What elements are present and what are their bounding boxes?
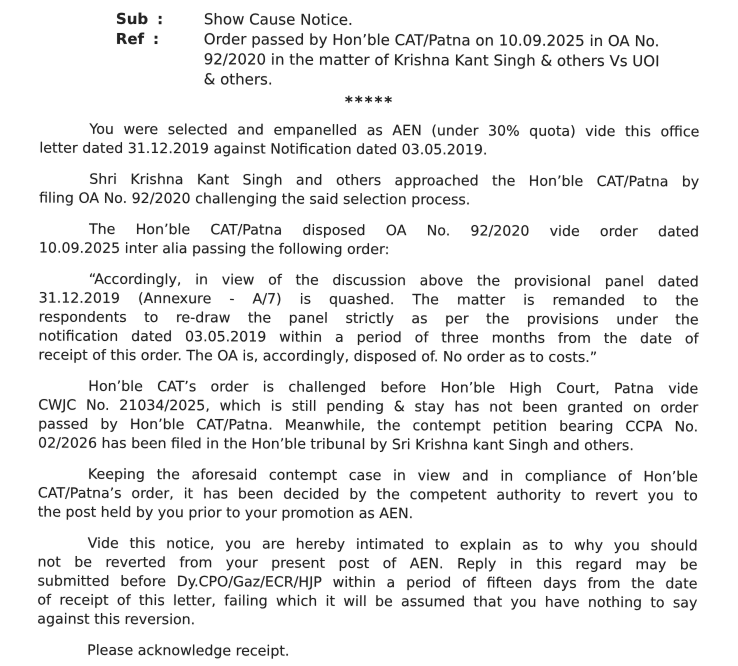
- subject-label: [116, 9, 204, 29]
- text-line: of receipt of this letter, failing which it will be assumed that you have nothing to say: [37, 592, 698, 612]
- subject-label-text: Sub: [115, 9, 149, 29]
- text-line: submitted before Dy.CPO/Gaz/ECR/HJP within a period of fifteen days from the date: [37, 573, 698, 593]
- paragraph: [38, 466, 698, 526]
- paragraph: [39, 121, 699, 162]
- reference-label: [116, 29, 204, 89]
- text-line: Shri Krishna Kant Singh and others approached the Hon’ble CAT/Patna by: [89, 171, 700, 191]
- paragraph-container: [37, 121, 699, 633]
- text-line: Vide this notice, you are hereby intimated to explain as to why you should: [87, 535, 698, 555]
- reference-row: [40, 29, 700, 92]
- text-line: Keeping the aforesaid contempt case in view and in compliance of Hon’ble: [87, 466, 698, 486]
- text-line: respondents to re-draw the panel strictly as per the provisions under the: [38, 309, 699, 329]
- text-line: CWJC No. 21034/2025, which is still pending & stay has not been granted on order: [38, 397, 699, 417]
- reference-colon: :: [153, 30, 160, 49]
- reference-line: & others.: [203, 70, 273, 89]
- text-line: notification dated 03.05.2019 within a period of three months from the date of: [38, 328, 699, 348]
- text-line: letter dated 31.12.2019 against Notification dated 03.05.2019.: [39, 140, 488, 159]
- text-line: CAT/Patna’s order, it has been decided by the competent authority to revert you to: [37, 485, 698, 505]
- paragraph: [39, 171, 699, 212]
- text-line: the post held by you prior to your promotion as AEN.: [37, 504, 414, 523]
- asterisk-separator: *****: [344, 92, 395, 112]
- paragraph: [39, 221, 699, 262]
- text-line: filing OA No. 92/2020 challenging the said selection process.: [39, 190, 471, 209]
- subject-colon: :: [157, 10, 164, 29]
- reference-line: 92/2020 in the matter of Krishna Kant Singh & others Vs UOI: [203, 50, 660, 71]
- reference-value: [204, 29, 700, 91]
- text-line: Hon’ble CAT’s order is challenged before Hon’ble High Court, Patna vide: [88, 378, 699, 398]
- paragraph: [38, 378, 698, 457]
- reference-label-text: Ref: [115, 29, 145, 49]
- text-line: not be reverted from your present post of AEN. Reply in this regard may be: [37, 554, 698, 574]
- text-line: You were selected and empanelled as AEN (under 30% quota) vide this office: [89, 121, 700, 141]
- text-line: receipt of this order. The OA is, accordingly, disposed of. No order as to costs.”: [38, 347, 598, 366]
- text-line: against this reversion.: [37, 611, 196, 629]
- closing-line: Please acknowledge receipt.: [87, 642, 290, 660]
- subject-value: Show Cause Notice.: [203, 10, 353, 29]
- paragraph: [38, 271, 698, 369]
- text-line: 31.12.2019 (Annexure - A/7) is quashed. The matter is remanded to the: [38, 290, 699, 310]
- text-line: 02/2026 has been filed in the Hon’ble tribunal by Sri Krishna kant Singh and others.: [38, 435, 634, 455]
- text-line: 10.09.2025 inter alia passing the following order:: [38, 240, 390, 259]
- reference-line: Order passed by Hon’ble CAT/Patna on 10.09.2025 in OA No.: [203, 30, 660, 51]
- paragraph: [37, 535, 697, 633]
- text-line: “Accordingly, in view of the discussion above the provisional panel dated: [88, 271, 699, 291]
- text-line: The Hon’ble CAT/Patna disposed OA No. 92/2020 vide order dated: [88, 221, 700, 241]
- text-line: passed by Hon’ble CAT/Patna. Meanwhile, the contempt petition bearing CCPA No.: [38, 416, 699, 436]
